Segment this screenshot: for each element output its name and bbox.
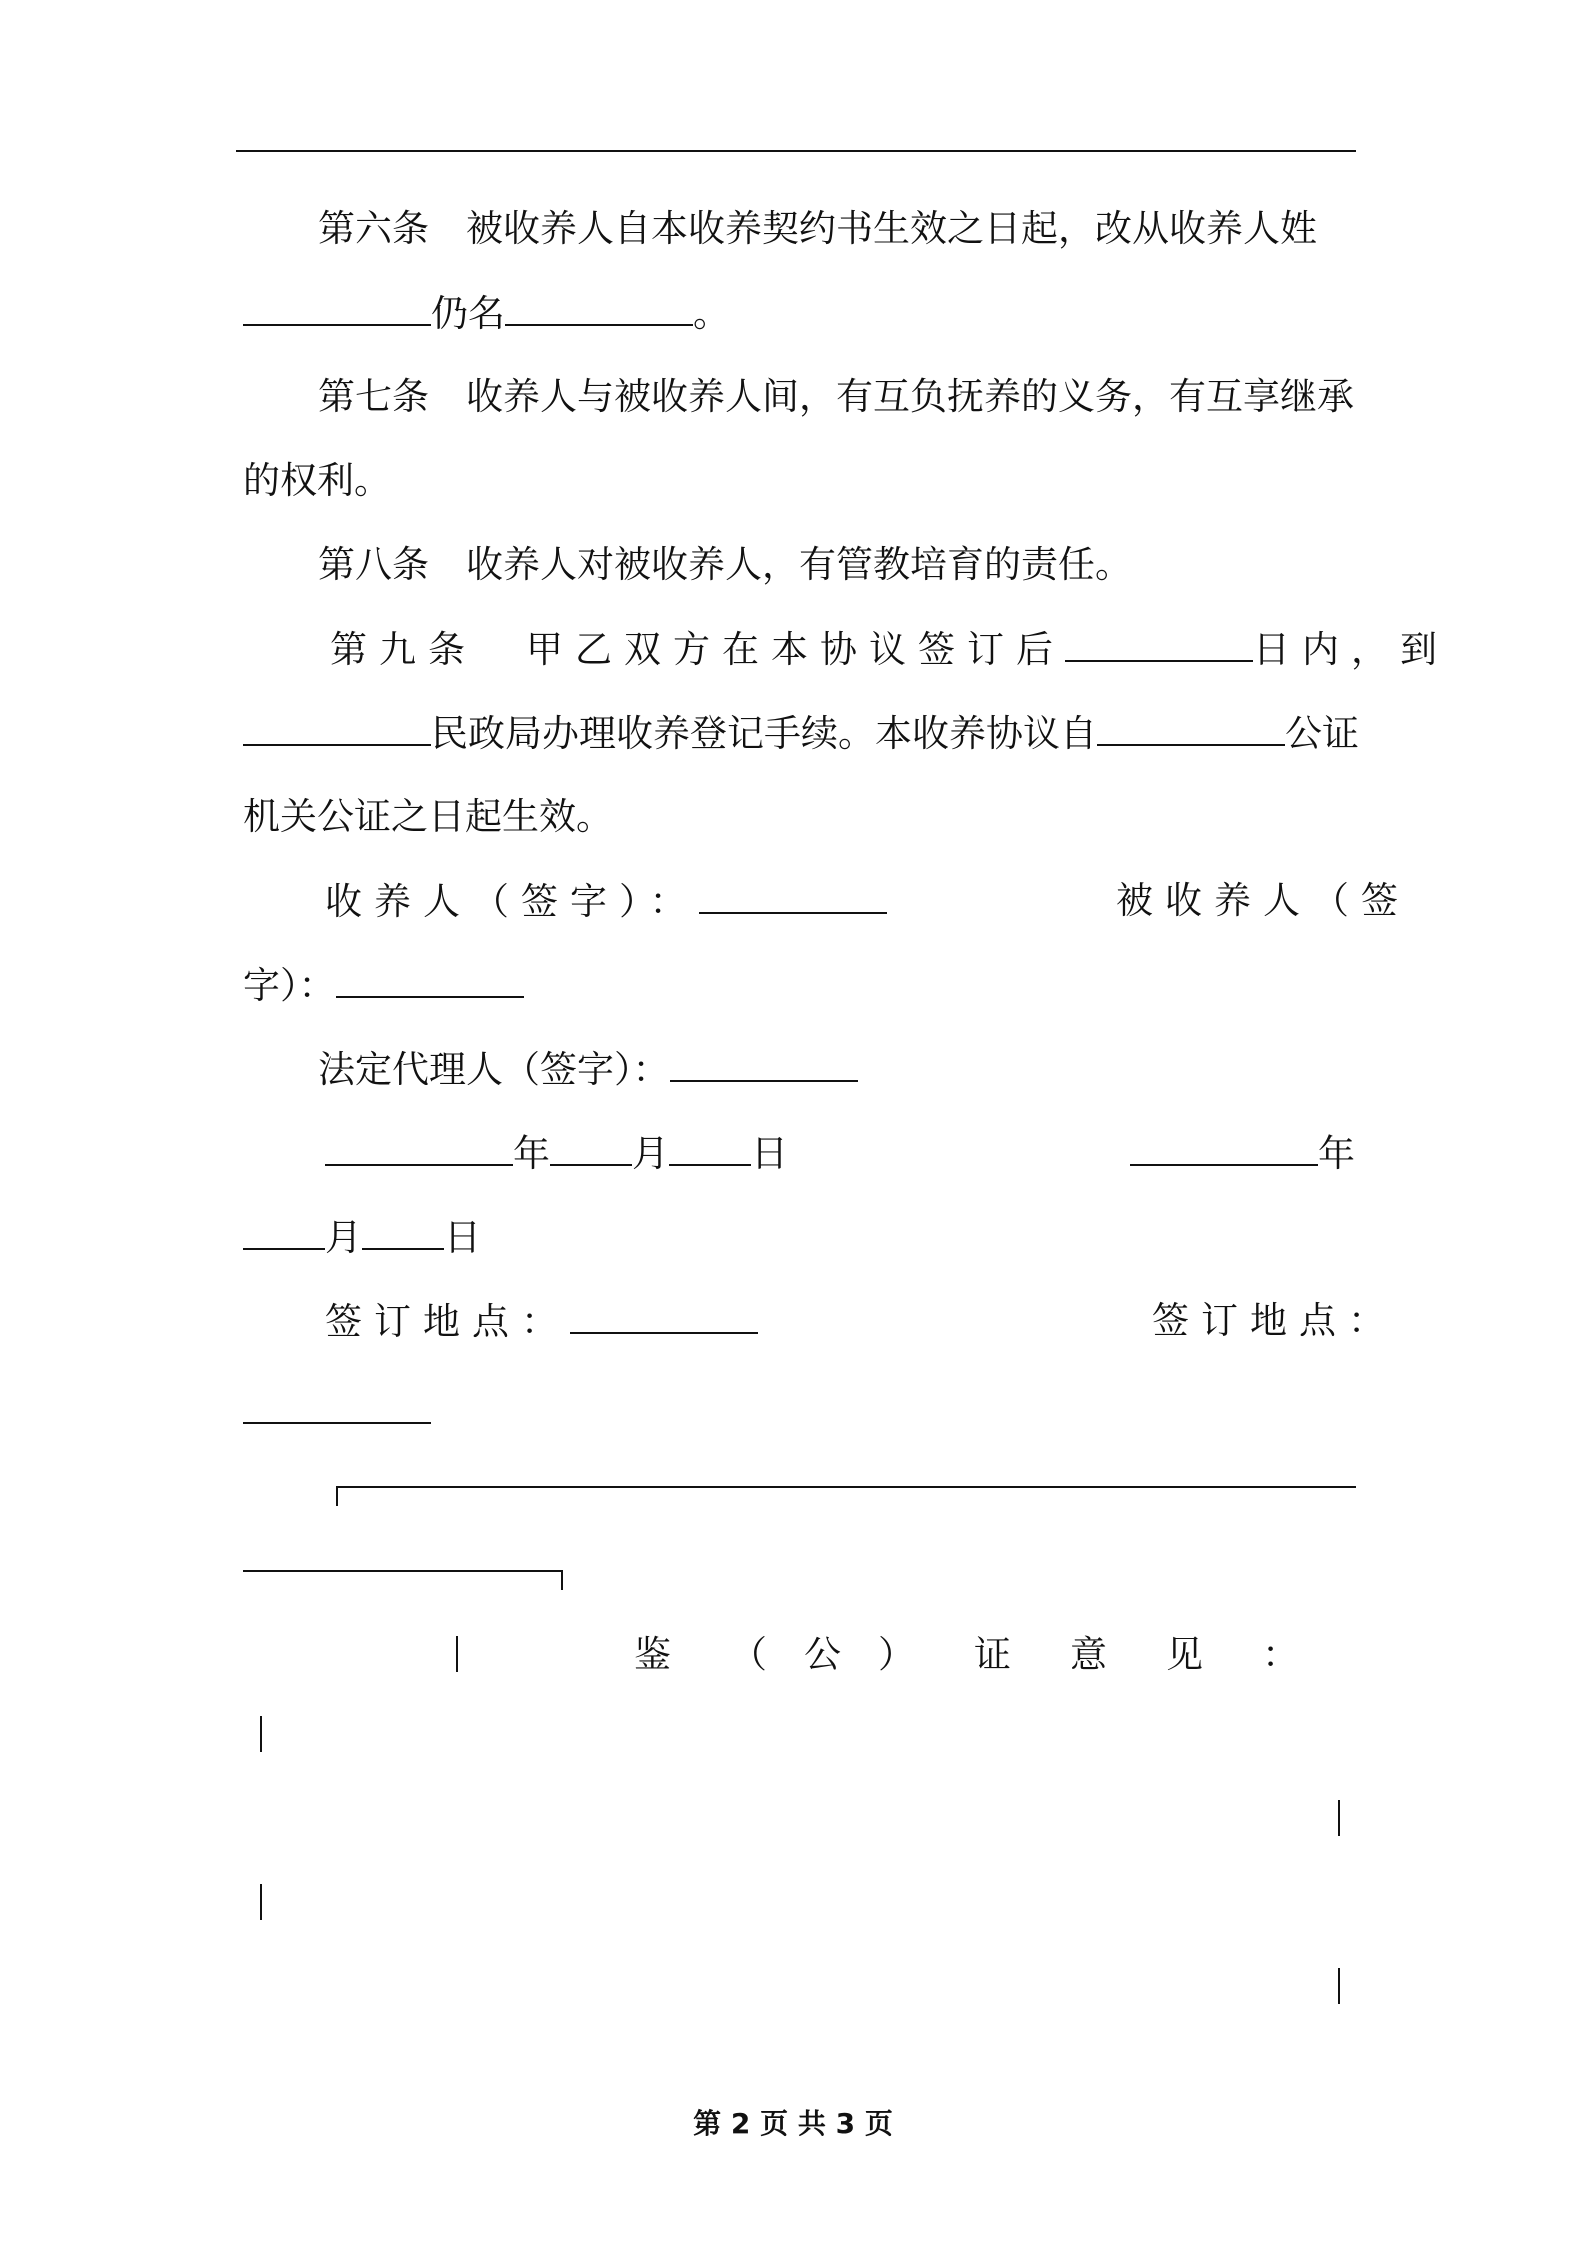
given-name-blank bbox=[505, 294, 693, 326]
surname-blank bbox=[243, 294, 431, 326]
notary-char-4: 证 bbox=[974, 1633, 1011, 1676]
article6-line2 bbox=[243, 292, 730, 335]
agent-label: 法定代理人（签字）： bbox=[318, 1048, 670, 1091]
article6-end-text: 。 bbox=[693, 292, 730, 335]
box-top-rule-cont bbox=[243, 1570, 561, 1572]
adopter-signature bbox=[325, 880, 887, 923]
month-label-left: 月 bbox=[632, 1132, 669, 1175]
day-blank-right bbox=[362, 1218, 444, 1250]
article8-line1: 第八条 收养人对被收养人，有管教培育的责任。 bbox=[318, 543, 1132, 586]
box-right-bar-1 bbox=[1338, 1800, 1340, 1836]
box-left-mark bbox=[456, 1636, 458, 1672]
bureau-blank bbox=[243, 714, 431, 746]
article9-text-b: 日内，到 bbox=[1253, 628, 1449, 671]
article7-line2: 的权利。 bbox=[243, 459, 391, 502]
article7-line1: 第七条 收养人与被收养人间，有互负抚养的义务，有互享继承 bbox=[318, 375, 1354, 418]
date-right-b bbox=[243, 1216, 481, 1259]
page-footer: 第 2 页 共 3 页 bbox=[693, 2107, 893, 2140]
month-blank-right bbox=[243, 1218, 325, 1250]
notary-char-1: （ bbox=[730, 1633, 767, 1676]
notary-char-2: 公 bbox=[804, 1633, 841, 1676]
year-label-right: 年 bbox=[1318, 1132, 1355, 1175]
adoptee-blank bbox=[336, 966, 524, 998]
days-blank bbox=[1065, 630, 1253, 662]
article9-text-c: 民政局办理收养登记手续。本收养协议自 bbox=[431, 712, 1097, 755]
article9-text-a: 第九条 甲乙双方在本协议签订后 bbox=[330, 628, 1065, 671]
place-left bbox=[325, 1300, 758, 1343]
article6-mid-text: 仍名 bbox=[431, 292, 505, 335]
place-label-right: 签订地点： bbox=[1152, 1299, 1397, 1342]
day-blank-left bbox=[669, 1134, 751, 1166]
box-left-bar-1 bbox=[260, 1716, 262, 1752]
year-blank-left bbox=[325, 1134, 513, 1166]
box-corner-tr bbox=[561, 1570, 563, 1590]
box-right-bar-2 bbox=[1338, 1968, 1340, 2004]
box-top-rule bbox=[336, 1486, 1356, 1488]
day-label-left: 日 bbox=[751, 1132, 788, 1175]
day-label-right: 日 bbox=[444, 1216, 481, 1259]
adoptee-signature bbox=[243, 964, 524, 1007]
place-right-blank-row bbox=[243, 1392, 431, 1430]
notary-char-6: 见 bbox=[1166, 1633, 1203, 1676]
notary-blank bbox=[1097, 714, 1285, 746]
year-label-left: 年 bbox=[513, 1132, 550, 1175]
notary-char-5: 意 bbox=[1070, 1633, 1107, 1676]
place-blank-right bbox=[243, 1392, 431, 1424]
notary-char-3: ） bbox=[878, 1633, 915, 1676]
month-label-right: 月 bbox=[325, 1216, 362, 1259]
adopter-label: 收养人（签字）： bbox=[325, 880, 699, 923]
date-left bbox=[325, 1132, 788, 1175]
adoptee-label-b: 字）： bbox=[243, 964, 336, 1007]
box-corner-tl bbox=[336, 1486, 338, 1506]
notary-opinion-label bbox=[634, 1633, 1302, 1676]
adopter-blank bbox=[699, 882, 887, 914]
month-blank-left bbox=[550, 1134, 632, 1166]
agent-blank bbox=[670, 1050, 858, 1082]
header-rule bbox=[236, 150, 1356, 152]
notary-char-0: 鉴 bbox=[634, 1633, 671, 1676]
notary-char-7: ： bbox=[1262, 1633, 1299, 1676]
adoptee-label-a: 被收养人（签 bbox=[1116, 879, 1410, 922]
article9-line3: 机关公证之日起生效。 bbox=[243, 795, 613, 838]
date-right-a bbox=[1130, 1132, 1355, 1175]
article9-line2 bbox=[243, 712, 1359, 755]
place-label-left: 签订地点： bbox=[325, 1300, 570, 1343]
article9-line1 bbox=[330, 628, 1449, 671]
year-blank-right bbox=[1130, 1134, 1318, 1166]
box-left-bar-2 bbox=[260, 1884, 262, 1920]
article9-text-d: 公证 bbox=[1285, 712, 1359, 755]
article6-line1: 第六条 被收养人自本收养契约书生效之日起，改从收养人姓 bbox=[318, 207, 1317, 250]
agent-signature bbox=[318, 1048, 858, 1091]
place-blank-left bbox=[570, 1302, 758, 1334]
